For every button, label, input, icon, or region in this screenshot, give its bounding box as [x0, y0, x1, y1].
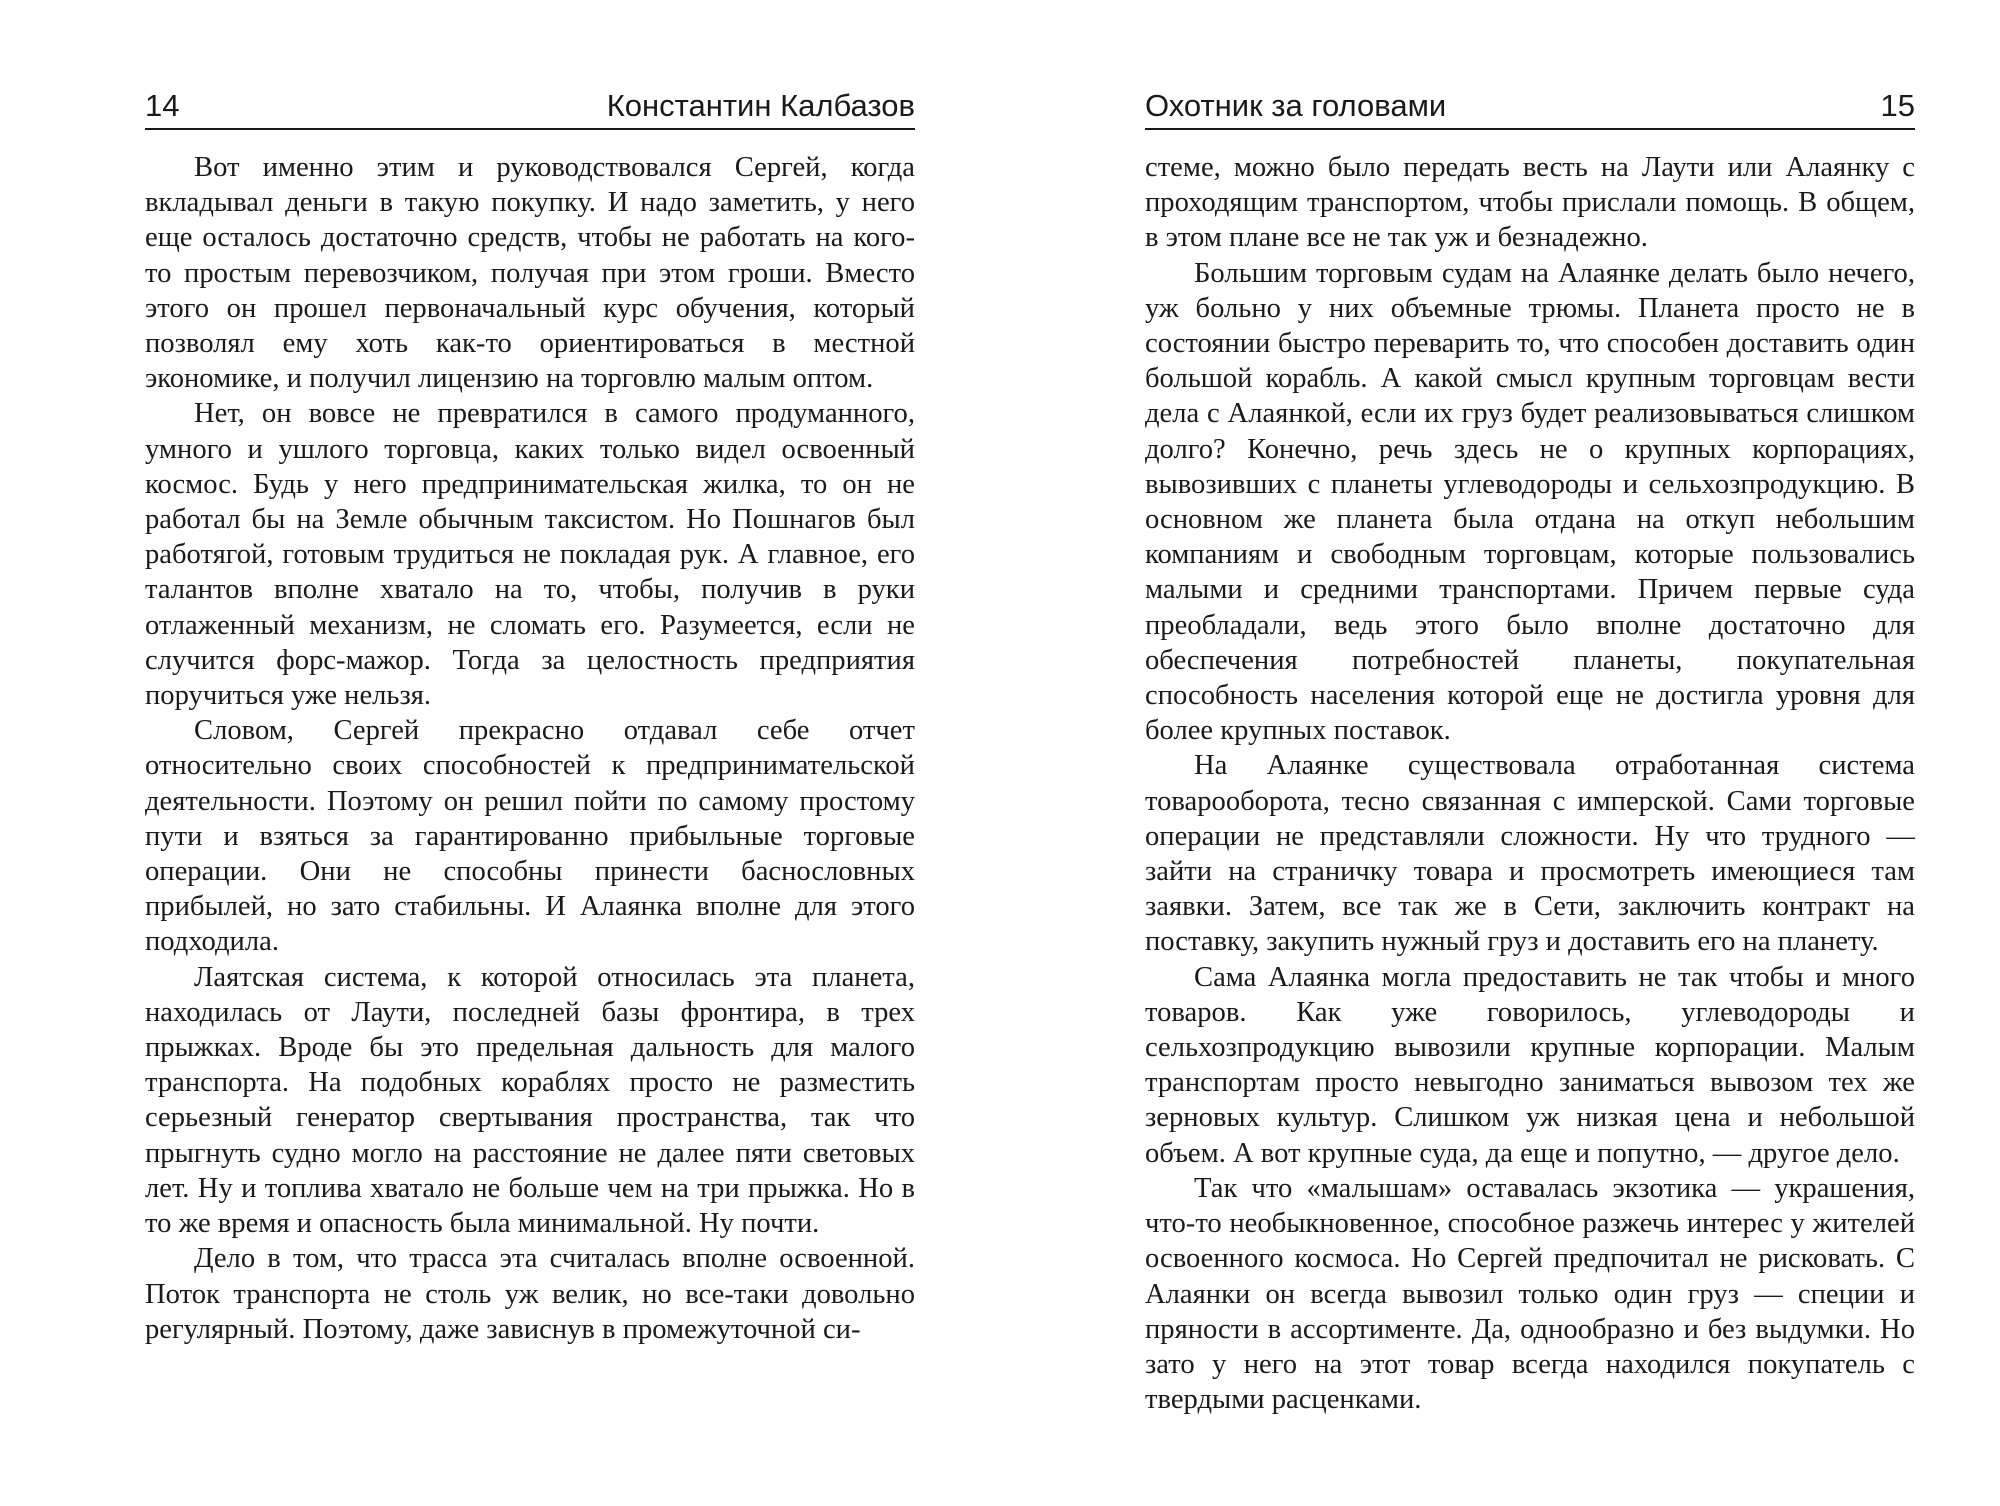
left-page	[145, 0, 915, 1347]
paragraph: Нет, он вовсе не превратился в самого продуманного, умного и ушлого торговца, каких только видел освоенный космос. Будь у него предпринимательская жилка, то он не работал бы на Земле обычным таксистом. Но Пошнагов был работягой, готовым трудиться не покладая рук. А главное, его талантов вполне хватало на то, чтобы, получив в руки отлаженный механизм, не сломать его. Разумеется, если не случится форс-мажор. Тогда за целостность предприятия поручиться уже нельзя.	[145, 398, 915, 712]
paragraph: Лаятская система, к которой относилась эта планета, находилась от Лаути, последней базы фронтира, в трех прыжках. Вроде бы это предельная дальность для малого транспорта. На подобных кораблях просто не разместить серьезный генератор свертывания пространства, так что прыгнуть судно могло на расстояние не далее пяти световых лет. Ну и топлива хватало не больше чем на три прыжка. Но в то же время и опасность была минимальной. Ну почти.	[145, 961, 915, 1240]
paragraph: Большим торговым судам на Алаянке делать было нечего, уж больно у них объемные трюмы. Планета просто не в состоянии быстро переварить то, что способен доставить один большой корабль. А какой смысл крупным торговцам вести дела с Алаянкой, если их груз будет реализовываться слишком долго? Конечно, речь здесь не о крупных корпорациях, вывозивших с планеты углеводороды и сельхозпродукцию. В основном же планета была отдана на откуп небольшим компаниям и свободным торговцам, которые пользовались малыми и средними транспортами. Причем первые суда преобладали, ведь этого было вполне достаточно для обеспечения потребностей планеты, покупательная способность населения которой еще не достигла уровня для более крупных поставок.	[1145, 257, 1915, 747]
paragraph-continuation: стеме, можно было передать весть на Лаути или Алаянку с проходящим транспортом, чтобы прислали помощь. В общем, в этом плане все не так уж и безнадежно.	[1145, 152, 1915, 254]
right-page	[1145, 0, 1915, 1417]
paragraph: Вот именно этим и руководствовался Сергей, когда вкладывал деньги в такую покупку. И надо заметить, у него еще осталось достаточно средств, чтобы не работать на кого-то простым перевозчиком, получая при этом гроши. Вместо этого он прошел первоначальный курс обучения, который позволял ему хоть как-то ориентироваться в местной экономике, и получил лицензию на торговлю малым оптом.	[145, 152, 915, 395]
paragraph: Так что «малышам» оставалась экзотика — украшения, что-то необыкновенное, способное разжечь интерес у жителей освоенного космоса. Но Сергей предпочитал не рисковать. С Алаянки он всегда вывозил только один груз — специи и пряности в ассортименте. Да, однообразно и без выдумки. Но зато у него на этот товар всегда находился покупатель с твердыми расценками.	[1145, 1172, 1915, 1416]
left-page-header	[145, 0, 915, 130]
left-running-head: Константин Калбазов	[606, 88, 915, 123]
paragraph: Словом, Сергей прекрасно отдавал себе отчет относительно своих способностей к предпринимательской деятельности. Поэтому он решил пойти по самому простому пути и взяться за гарантированно прибыльные торговые операции. Они не способны принести баснословных прибылей, но зато стабильны. И Алаянка вполне для этого подходила.	[145, 715, 915, 958]
right-running-head: Охотник за головами	[1145, 88, 1447, 123]
paragraph: Дело в том, что трасса эта считалась вполне освоенной. Поток транспорта не столь уж велик, но все-таки довольно регулярный. Поэтому, даже зависнув в промежуточной си-	[145, 1243, 915, 1345]
paragraph: На Алаянке существовала отработанная система товарооборота, тесно связанная с имперской. Сами торговые операции не представляли сложности. Ну что трудного — зайти на страничку товара и просмотреть имеющиеся там заявки. Затем, все так же в Сети, заключить контракт на поставку, закупить нужный груз и доставить его на планету.	[1145, 750, 1915, 958]
paragraph: Сама Алаянка могла предоставить не так чтобы и много товаров. Как уже говорилось, углеводороды и сельхозпродукцию вывозили крупные корпорации. Малым транспортам просто невыгодно заниматься вывозом тех же зерновых культур. Слишком уж низкая цена и небольшой объем. А вот крупные суда, да еще и попутно, — другое дело.	[1145, 961, 1915, 1169]
right-page-header	[1145, 0, 1915, 130]
left-page-number: 14	[145, 88, 180, 123]
right-page-number: 15	[1880, 88, 1915, 123]
left-page-text	[145, 150, 915, 1347]
right-page-text	[1145, 150, 1915, 1417]
